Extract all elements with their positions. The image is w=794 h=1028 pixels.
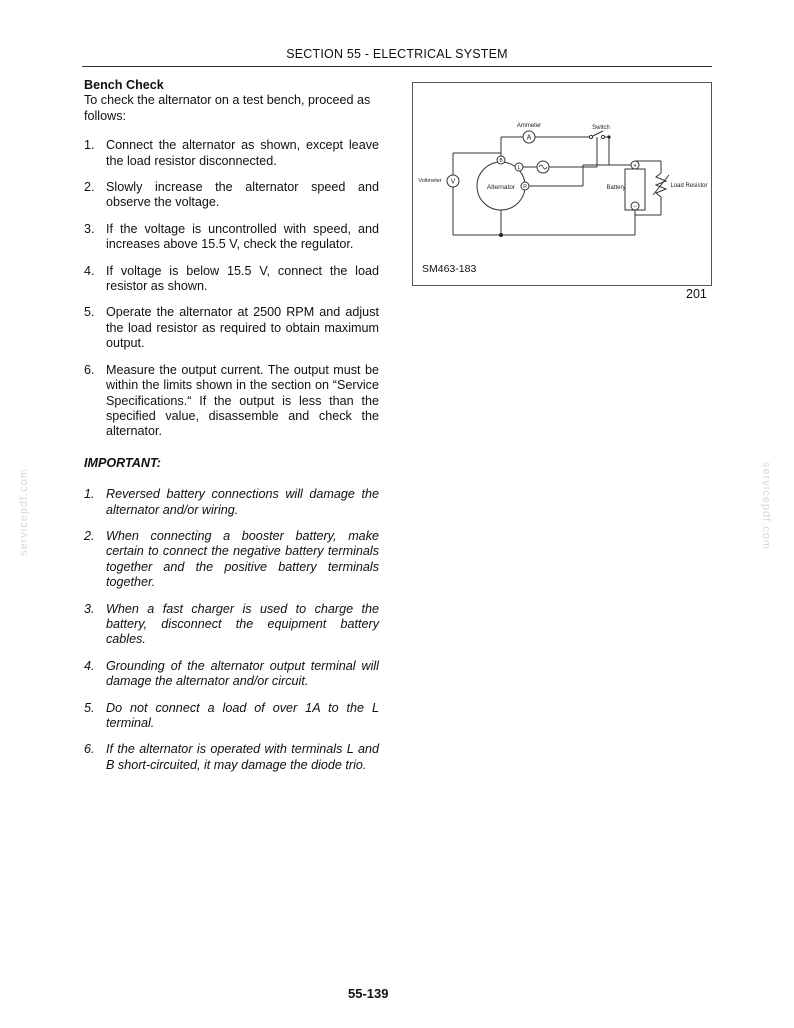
step-number: 3. [84, 221, 95, 236]
page-number: 55-139 [348, 986, 389, 1001]
battery-minus-sign: − [633, 204, 637, 210]
step-number: 4. [84, 263, 95, 278]
list-item [84, 602, 379, 648]
list-item [84, 305, 379, 351]
step-number: 6. [84, 362, 95, 377]
step-text: Operate the alternator at 2500 RPM and adjust the load resistor as required to obtain maximum output. [106, 305, 379, 351]
warning-number: 4. [84, 658, 95, 673]
list-item [84, 222, 379, 253]
list-item [84, 742, 379, 773]
step-text: Measure the output current. The output must be within the limits shown in the section on “Service Specifications.“ If the output is less than the specified value, disassemble and check the alternator. [106, 362, 379, 439]
warning-number: 2. [84, 528, 95, 543]
bench-check-wiring-diagram [413, 83, 711, 285]
warning-text: When connecting a booster battery, make certain to connect the negative battery terminals together and the positive battery terminals together. [106, 528, 379, 590]
step-number: 1. [84, 138, 95, 153]
step-text: If the voltage is uncontrolled with speed, and increases above 15.5 V, check the regulator. [106, 221, 379, 252]
ground-junction-dot [499, 233, 503, 237]
warning-number: 1. [84, 487, 95, 502]
list-item [84, 487, 379, 518]
step-number: 5. [84, 305, 95, 320]
list-item [84, 529, 379, 591]
section-heading: Bench Check [84, 78, 164, 92]
battery-label: Battery [606, 185, 626, 191]
r-terminal-label: R [523, 184, 527, 190]
important-label: IMPORTANT: [84, 455, 161, 470]
list-item [84, 701, 379, 732]
list-item [84, 264, 379, 295]
switch-contact-dot [601, 135, 604, 138]
warning-text: Grounding of the alternator output terminal will damage the alternator and/or circuit. [106, 658, 379, 689]
figure-code: SM463-183 [422, 263, 477, 275]
switch-label: Switch [592, 125, 610, 131]
ammeter-label: Ammeter [516, 123, 542, 129]
list-item [84, 363, 379, 440]
step-text: If voltage is below 15.5 V, connect the load resistor as shown. [106, 263, 379, 294]
section-header: SECTION 55 - ELECTRICAL SYSTEM [286, 47, 508, 61]
voltmeter-symbol-label: V [450, 178, 456, 186]
important-warnings [84, 487, 379, 773]
load-resistor-label: Load Resistor [670, 183, 708, 189]
warning-number: 3. [84, 601, 95, 616]
step-text: Slowly increase the alternator speed and observe the voltage. [106, 180, 379, 210]
battery-plus-sign: + [633, 163, 637, 170]
header-divider [82, 66, 712, 67]
warning-number: 5. [84, 700, 95, 715]
watermark-right: servicepdf.com [760, 462, 772, 550]
ammeter-symbol-label: A [526, 134, 532, 142]
procedure-steps [84, 138, 379, 440]
list-item [84, 659, 379, 690]
step-text: Connect the alternator as shown, except leave the load resistor disconnected. [106, 138, 379, 168]
warning-text: Do not connect a load of over 1A to the L terminal. [106, 700, 379, 730]
switch-junction-dot [607, 135, 610, 138]
voltmeter-label: Voltmeter [418, 178, 442, 184]
figure-frame [412, 82, 712, 286]
warning-text: If the alternator is operated with terminals L and B short-circuited, it may damage the diode trio. [106, 742, 379, 772]
section-intro: To check the alternator on a test bench, proceed as follows: [84, 93, 371, 123]
switch-contact-dot [589, 135, 592, 138]
warning-number: 6. [84, 742, 95, 757]
l-terminal-label: L [517, 165, 521, 171]
warning-text: Reversed battery connections will damage the alternator and/or wiring. [106, 487, 379, 517]
list-item [84, 138, 379, 169]
main-text-column [84, 78, 379, 784]
alternator-label: Alternator [486, 184, 516, 191]
list-item [84, 180, 379, 211]
figure-number: 201 [686, 287, 707, 301]
watermark-left: servicepdf.com [18, 468, 30, 556]
step-number: 2. [84, 180, 95, 195]
warning-text: When a fast charger is used to charge the battery, disconnect the equipment battery cables. [106, 601, 379, 647]
b-terminal-label: B [499, 158, 503, 164]
